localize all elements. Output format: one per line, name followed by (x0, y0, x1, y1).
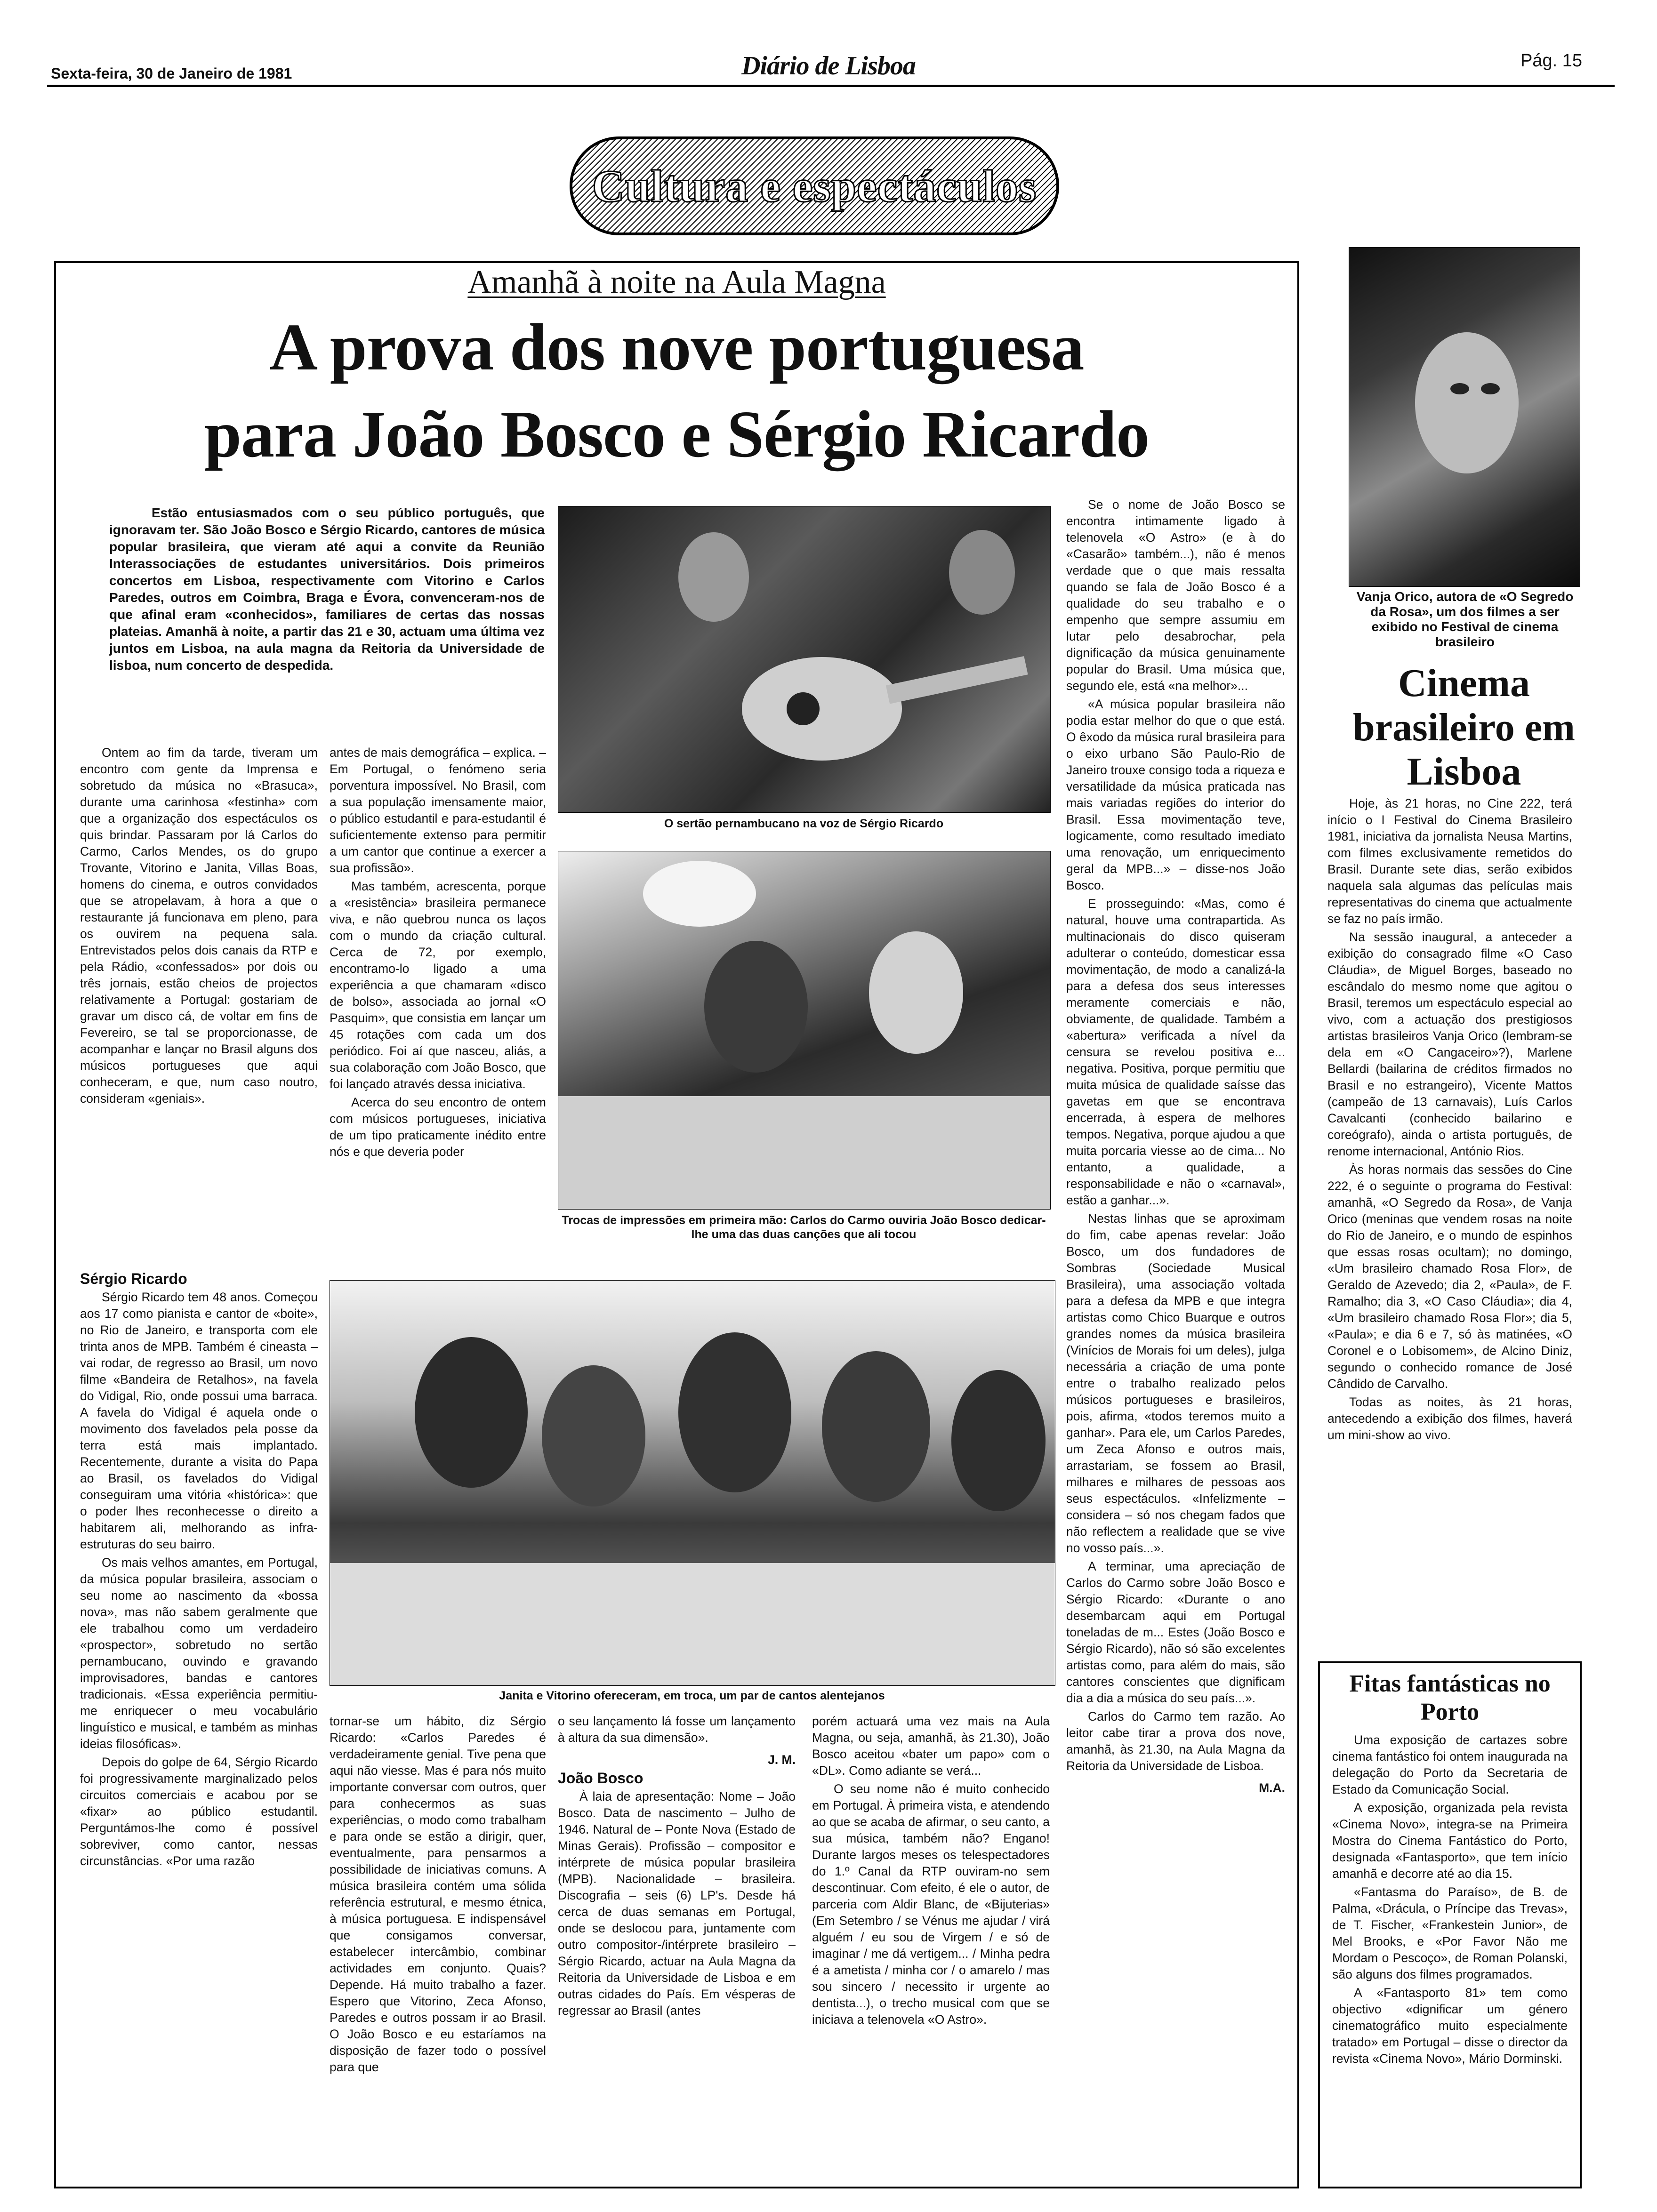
col4-paragraph-3: E prosseguindo: «Mas, como é natural, houve uma contrapartida. As multinacionais do disco quiseram adulterar o conteúdo, domesticar essa movimentação, de modo a canalizá-la para a defesa dos seus interesses meramente comerciais e não, obviamente, de qualidade. Também a «abertura» verificada a nível da censura se revelou positiva e... negativa. Positiva, porque permitiu que muita música de qualidade saísse das gavetas em que se encontrava encerrada, à espera de melhores tempos. Negativa, porque ajudou a que muita porcaria viesse ao de cima... No entanto, a qualidade, a responsabilidade e não o «carnaval», estão a ganhar...». (1066, 897, 1285, 1207)
col2-paragraph-3: Acerca do seu encontro de ontem com músicos portugueses, iniciativa de um tipo praticamente inédito entre nós e que deveria poder (330, 1095, 546, 1159)
col4-paragraph-5: A terminar, uma apreciação de Carlos do Carmo sobre João Bosco e Sérgio Ricardo: «Durante o ano desembarcam aqui em Portugal toneladas de m... Estes (João Bosco e Sérgio Ricardo), não só são excelentes artistas como, para além do mais, são cantores conscientes que dignificam dia a dia a música do seu país...». (1066, 1559, 1285, 1705)
col2-paragraph-1: antes de mais demográfica – explica. – Em Portugal, o fenómeno seria porventura impossível. No Brasil, com a sua população imensamente maior, o público estudantil e para-estudantil é suficientemente extenso para permitir a um cantor que continue a exercer a sua profissão». (330, 745, 546, 875)
article-bottom-col2 (330, 1713, 546, 2184)
guitar-shape (558, 506, 1050, 812)
sidebar-paragraph-1: Hoje, às 21 horas, no Cine 222, terá início o I Festival do Cinema Brasileiro 1981, iniciativa da jornalista Neusa Martins, com filmes exclusivamente remetidos do Brasil. Durante sete dias, serão exibidos naquela sala algumas das películas mais representativas do cinema que actualmente se faz no país irmão. (1327, 796, 1572, 926)
masthead-logo: Diário de Lisboa (741, 51, 916, 80)
sidebar-paragraph-4: Todas as noites, às 21 horas, antecedendo a exibição dos filmes, haverá um mini-show ao vivo. (1327, 1395, 1572, 1442)
sidebar2-paragraph-2: A exposição, organizada pela revista «Cinema Novo», integra-se na Primeira Mostra do Cinema Fantástico do Porto, designada «Fantasporto», que tem início amanhã e decorre até ao dia 15. (1332, 1801, 1568, 1881)
sidebar-paragraph-3: Às horas normais das sessões do Cine 222, é o seguinte o programa do Festival: amanhã, «O Segredo da Rosa», de Vanja Orico (meninas que vendem rosas na noite do Rio de Janeiro, e o mundo de espinhos que essas rosas ocultam); no domingo, «Um brasileiro chamado Rosa Flor», de Geraldo de Azevedo; dia 2, «Paula», de F. Ramalho; dia 3, «O Caso Cláudia»; dia 4, «Um brasileiro chamado Rosa Flor»; dia 5, «Paula»; e dia 6 e 7, só às matinées, «O Coronel e o Lobisomem», de Alcino Diniz, segundo o conhecido romance de José Cândido de Carvalho. (1327, 1162, 1572, 1391)
photo-caption-1: O sertão pernambucano na voz de Sérgio Ricardo (664, 817, 944, 830)
col1-paragraph: Ontem ao fim da tarde, tiveram um encontro com gente da Imprensa e sobretudo da música no «Brasuca», durante uma carinhosa «festinha» com que a organização dos espectáculos os quis brindar. Passaram por lá Carlos do Carmo, Carlos Mendes, os do grupo Trovante, Vitorino e Janita, Villas Boas, homens do cinema, e outros convidados que se atropelavam, à hora a que o restaurante já funcionava em pleno, para os ouvirem na pequena sala. Entrevistados pelos dois canais da RTP e pela Rádio, «confessados» por dois ou três jornais, estão cheios de projectos relativamente a Portugal: gostariam de gravar um disco cá, de voltar em fins de Fevereiro, se tal se proporcionasse, de acompanhar e lançar no Brasil alguns dos músicos portugueses que aqui conheceram, e que, num caso noutro, consideram «geniais». (80, 745, 318, 1106)
bottom4-paragraph-1: porém actuará uma vez mais na Aula Magna, ou seja, amanhã, às 21.30), João Bosco aceitou «bater um papo» com o «DL». Como adiante se verá... (812, 1714, 1050, 1778)
section-title: Cultura e espectáculos (592, 161, 1037, 211)
article-col2 (330, 745, 546, 1247)
article-lead (109, 505, 545, 712)
sidebar2-paragraph-3: «Fantasma do Paraíso», de B. de Palma, «Drácula, o Príncipe das Trevas», de T. Fischer, «Frankestein Junior», de Mel Brooks, e «Por Favor Não me Mordam o Pescoço», de Roman Polanski, são alguns dos filmes programados. (1332, 1885, 1568, 1981)
article-col1-bottom (80, 1271, 318, 2165)
col4-paragraph-4: Nestas linhas que se aproximam do fim, cabe apenas revelar: João Bosco, um dos fundadores de Sombras (Sociedade Musical Brasileira), uma associação voltada para a defesa da MPB e que integra artistas como Chico Buarque e outros grandes nomes da música brasileira (Vinícios de Morais foi um deles), julga necessária a criação de uma ponte entre o trabalho realizado pelos músicos portugueses e brasileiros, pois, afirma, «todos teremos muito a ganhar». Para ele, um Carlos Paredes, um Zeca Afonso e outros mais, arrastariam, se fossem ao Brasil, milhares e milhares de pessoas aos seus espectáculos. «Infelizmente – considera – só nos chegam fados que não reflectem a realidade que se vive no vosso país...». (1066, 1211, 1285, 1555)
sidebar-article-2 (1332, 1732, 1568, 2181)
sidebar-headline-2: Fitas fantásticas no Porto (1349, 1670, 1551, 1725)
article-kicker: Amanhã à noite na Aula Magna (467, 264, 886, 300)
header-rule (47, 85, 1615, 87)
sidebar-photo-caption: Vanja Orico, autora de «O Segredo da Rosa», um dos filmes a ser exibido no Festival de cinema brasileiro (1356, 589, 1574, 649)
section-banner (570, 136, 1059, 235)
sidebar2-paragraph-4: A «Fantasporto 81» tem como objectivo «dignificar um género cinematográfico muito especialmente tratado» em Portugal – disse o director da revista «Cinema Novo», Mário Dorminski. (1332, 1986, 1568, 2066)
portrait-shape (1349, 248, 1580, 586)
col4-paragraph-1: Se o nome de João Bosco se encontra intimamente ligado à telenovela «O Astro» (e à do «Casarão» também...), não é menos verdade que o que mais ressalta quando se fala de João Bosco é a qualidade do seu trabalho e o empenho que sempre assumiu em lutar pelo desabrochar, pela dignificação da música genuinamente popular do Brasil. Uma música que, segundo ele, está «na melhor»... (1066, 497, 1285, 693)
col4-paragraph-6: Carlos do Carmo tem razão. Ao leitor cabe tirar a prova dos nove, amanhã, às 21.30, na Aula Magna da Reitoria da Universidade de Lisboa. (1066, 1709, 1285, 1773)
photo-caption-2: Trocas de impressões em primeira mão: Carlos do Carmo ouviria João Bosco dedicar-lhe uma das duas canções que ali tocou (562, 1214, 1046, 1241)
article-headline-line2: para João Bosco e Sérgio Ricardo (204, 397, 1150, 471)
col1b-paragraph-3: Depois do golpe de 64, Sérgio Ricardo foi progressivamente marginalizado pelos circuitos comerciais e acabou por se «fixar» ao público estudantil. Perguntámos-lhe como é possível sobreviver, como cantor, nessas circunstâncias. «Por uma razão (80, 1755, 318, 1868)
sidebar-headline: Cinema brasileiro em Lisboa (1352, 661, 1575, 793)
article-bottom-col3 (558, 1713, 796, 2184)
lead-paragraph: Estão entusiasmados com o seu público português, que ignoravam ter. São João Bosco e Sérgio Ricardo, cantores de música popular brasileira, que vieram até aqui a convite da Reunião Interassociações de estudantes universitários. Dois primeiros concertos em Lisboa, respectivamente com Vitorino e Carlos Paredes, outros em Coimbra, Braga e Évora, convenceram-nos de que afinal eram «conhecidos», familiares de certas das nossas plateias. Amanhã à noite, a partir das 21 e 30, actuam uma última vez juntos em Lisboa, na aula magna da Reitoria da Universidade de lisboa, num concerto de despedida. (109, 505, 545, 673)
photo-sergio-ricardo-guitar (558, 506, 1051, 813)
page-number: Pág. 15 (1520, 51, 1582, 71)
photo-vanja-orico (1349, 247, 1580, 587)
signature-ma: M.A. (1259, 1781, 1285, 1795)
photo-janita-vitorino (330, 1280, 1055, 1686)
page-date: Sexta-feira, 30 de Janeiro de 1981 (51, 65, 292, 82)
bottom3-paragraph-2: À laia de apresentação: Nome – João Bosco. Data de nascimento – Julho de 1946. Natural de – Ponte Nova (Estado de Minas Gerais). Profissão – compositor e intérprete de música popular brasileira (MPB). Nacionalidade – brasileira. Discografia – seis (6) LP's. Desde há cerca de duas semanas em Portugal, onde se deslocou para, juntamente com outro compositor-/intérprete brasileiro – Sérgio Ricardo, actuar na Aula Magna da Reitoria da Universidade de Lisboa e em outras cidades do País. Em vésperas de regressar ao Brasil (antes (558, 1789, 796, 2018)
sidebar-paragraph-2: Na sessão inaugural, a anteceder a exibição do consagrado filme «O Caso Cláudia», de Miguel Borges, baseado no escândalo do mesmo nome que agitou o Brasil, teremos um espectáculo especial ao vivo, com a actuação dos prestigiosos artistas brasileiros Vanja Orico (lembram-se dela em «O Cangaceiro»?), Marlene Bellardi (bailarina de créditos firmados no Brasil e no estrangeiro), Vicente Mattos (campeão de 13 carnavais), Luís Carlos Cavalcanti (conhecido bailarino e coreógrafo), ainda o artista português, de renome internacional, António Rios. (1327, 930, 1572, 1158)
table-scene-shape (558, 851, 1050, 1209)
sidebar2-paragraph-1: Uma exposição de cartazes sobre cinema fantástico foi ontem inaugurada na delegação do Porto da Secretaria de Estado da Comunicação Social. (1332, 1733, 1568, 1796)
article-headline-line1: A prova dos nove portuguesa (269, 310, 1084, 384)
bottom3-paragraph-1: o seu lançamento lá fosse um lançamento à altura da sua dimensão». (558, 1714, 796, 1745)
subhead-sergio-ricardo: Sérgio Ricardo (80, 1271, 187, 1287)
photo-caption-3: Janita e Vitorino ofereceram, em troca, um par de cantos alentejanos (499, 1689, 885, 1702)
photo-carlos-do-carmo-joao-bosco (558, 851, 1051, 1210)
article-col1 (80, 745, 318, 1262)
subhead-joao-bosco: João Bosco (558, 1770, 643, 1787)
col4-paragraph-2: «A música popular brasileira não podia estar melhor do que o que está. O êxodo da música rural brasileira para o eixo urbano São Paulo-Rio de Janeiro trouxe consigo toda a riqueza e versatilidade da música praticada nas mais variadas regiões do interior do Brasil. Essa movimentação teve, logicamente, como resultado imediato uma renovação, um enriquecimento geral da MPB...» – disse-nos João Bosco. (1066, 697, 1285, 892)
signature-jm: J. M. (768, 1753, 796, 1767)
col2-paragraph-2: Mas também, acrescenta, porque a «resistência» brasileira permanece viva, e não quebrou nunca os laços com o mundo da criação cultural. Cerca de 72, por exemplo, encontramo-lo ligado a uma experiência a que chamaram «disco de bolso», associada ao jornal «O Pasquim», que consistia em lançar um 45 rotações com cada um dos periódico. Foi aí que nasceu, aliás, a sua colaboração com João Bosco, que foi lançado através dessa iniciativa. (330, 879, 546, 1091)
article-bottom-col4 (812, 1713, 1050, 2184)
bottom4-paragraph-2: O seu nome não é muito conhecido em Portugal. À primeira vista, e atendendo ao que se acaba de afirmar, o seu canto, a sua música, também não? Engano! Durante largos meses os telespectadores do 1.º Canal da RTP ouviram-no sem descontinuar. Com efeito, é ele o autor, de parceria com Aldir Blanc, de «Bijuterias» (Em Setembro / se Vénus me ajudar / virá alguém / eu sou de Virgem / e só de imaginar / me dá vertigem... / Minha pedra é a ametista / minha cor / o amarelo / mas sou sincero / necessito ir urgente ao dentista...), o trecho musical com que se iniciava a telenovela «O Astro». (812, 1782, 1050, 2027)
party-scene-shape (330, 1281, 1055, 1685)
bottom2-paragraph: tornar-se um hábito, diz Sérgio Ricardo: «Carlos Paredes é verdadeiramente genial. Tive pena que aqui não viesse. Mas é para nós muito importante conversar com outros, quer para conhecermos as suas experiências, o modo como trabalham e para onde se estão a dirigir, quer, eventualmente, para pensarmos a possibilidade de iniciativas comuns. A música brasileira contém uma sólida referência estrutural, e mesmo étnica, à música portuguesa. E indispensável que consigamos conversar, estabelecer intercâmbio, combinar actividades em conjunto. Quais? Depende. Há muito trabalho a fazer. Espero que Vitorino, Zeca Afonso, Paredes e outros possam ir ao Brasil. O João Bosco e eu estaríamos na disposição de fazer todo o possível para que (330, 1714, 546, 2074)
sidebar-article (1327, 795, 1572, 1654)
col1b-paragraph-2: Os mais velhos amantes, em Portugal, da música popular brasileira, associam o seu nome ao nascimento da «bossa nova», mas não sabem geralmente que ele trabalhou como um verdadeiro «prospector», sobretudo no sertão pernambucano, ouvindo e gravando improvisadores, bandas e cantores tradicionais. «Essa experiência permitiu-me enriquecer o meu vocabulário linguístico e musical, e também as minhas ideias filosóficas». (80, 1555, 318, 1751)
article-col4 (1066, 497, 1285, 2172)
col1b-paragraph-1: Sérgio Ricardo tem 48 anos. Começou aos 17 como pianista e cantor de «boite», no Rio de Janeiro, e transporta com ele trinta anos de MPB. Também é cineasta – vai rodar, de regresso ao Brasil, um novo filme «Bandeira de Retalhos», na favela do Vidigal, Rio, onde possui uma barraca. A favela do Vidigal é aquela onde o movimento dos favelados pela posse da terra está mais implantado. Recentemente, durante a visita do Papa ao Brasil, os favelados do Vidigal conseguiram uma vitória «histórica»: que o poder lhes reconhecesse o direito a habitarem ali, melhorando as infra-estruturas do seu bairro. (80, 1290, 318, 1551)
